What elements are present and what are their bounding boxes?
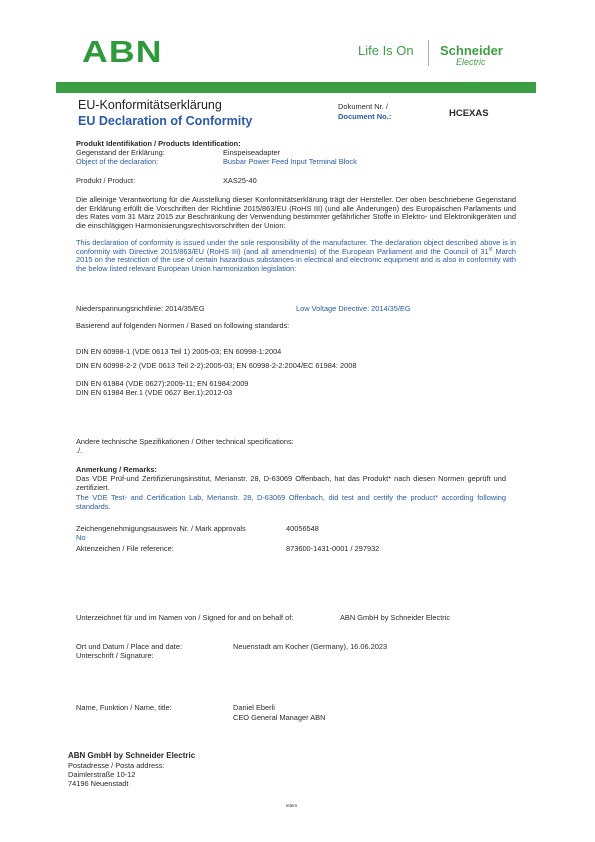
product-label: Produkt / Product: bbox=[76, 176, 136, 185]
life-is-on-tagline: Life Is On bbox=[358, 43, 414, 58]
mark-approvals-value: 40056548 bbox=[286, 524, 319, 533]
declaration-superscript: st bbox=[488, 246, 493, 253]
product-value: XAS25-40 bbox=[223, 176, 257, 185]
standard-item: DIN EN 60998-2-2 (VDE 0613 Teil 2-2):2005-03; EN 60998-2-2:2004/EC 61984: 2008 bbox=[76, 361, 357, 370]
logo-divider bbox=[428, 40, 429, 66]
place-date-label: Ort und Datum / Place and date: bbox=[76, 642, 182, 651]
footer-company: ABN GmbH by Schneider Electric bbox=[68, 751, 196, 760]
name-title-label: Name, Funktion / Name, title: bbox=[76, 703, 172, 712]
page-marker: intern bbox=[286, 803, 298, 808]
page-title-en: EU Declaration of Conformity bbox=[78, 114, 253, 128]
abn-logo: ABN bbox=[82, 34, 163, 69]
signed-on-behalf-label: Unterzeichnet für und im Namen von / Signed for and on behalf of: bbox=[76, 613, 294, 622]
low-voltage-directive-de: Niederspannungsrichtlinie: 2014/35/EG bbox=[76, 304, 205, 313]
other-specs-heading: Andere technische Spezifikationen / Other technical specifications: bbox=[76, 437, 294, 446]
object-de-value: Einspeiseadapter bbox=[223, 148, 281, 157]
file-reference-value: 873600-1431-0001 / 297932 bbox=[286, 544, 380, 553]
declaration-text-en-part-a: This declaration of conformity is issued under the sole responsibility of the manufacturer. The declaration object described above is in conformity with Directive 2015/863/EU (RoHS III) (and all amendments) of the European Parliament and the Council of 31 bbox=[76, 238, 516, 256]
document-number-value: HCEXAS bbox=[449, 108, 489, 119]
document-number-label-en: Document No.: bbox=[338, 112, 392, 121]
signatory-name: Daniel Eberli bbox=[233, 703, 275, 712]
standards-heading: Basierend auf folgenden Normen / Based on following standards: bbox=[76, 321, 290, 330]
footer-street: Daimlerstraße 10-12 bbox=[68, 770, 136, 779]
standard-item: DIN EN 61984 (VDE 0627):2009-11; EN 61984:2009 bbox=[76, 379, 249, 388]
product-identification-heading: Produkt Identifikation / Products Identification: bbox=[76, 139, 241, 148]
remarks-text-de: Das VDE Prüf-und Zertifizierungsinstitut, Merianstr. 28, D-63069 Offenbach, hat das Produkt* nach diesen Normen geprüft und zertifiziert. bbox=[76, 474, 506, 492]
declaration-text-de: Die alleinige Verantwortung für die Ausstellung dieser Konformitätserklärung trägt der Hersteller. Der oben beschriebene Gegenstand der Erklärung erfüllt die Vorschriften der Richtlinie 2015/863/EU (RoHS III) (und alle Änderungen) des Europäischen Parlaments und des Rates vom 31 März 2015 zur Beschränkung der Verwendung bestimmter gefährlicher Stoffe in Elektro- und Elektronikgeräten und die einschlägigen Harmonisierungsrechtsvorschriften der Union: bbox=[76, 195, 516, 230]
signature-label: Unterschrift / Signature: bbox=[76, 651, 154, 660]
object-en-label: Object of the declaration: bbox=[76, 157, 159, 166]
mark-approvals-label-cont: No bbox=[76, 533, 86, 542]
schneider-logo: Schneider bbox=[440, 43, 503, 58]
signatory-title: CEO General Manager ABN bbox=[233, 713, 326, 722]
place-date-value: Neuenstadt am Kocher (Germany), 16.06.2023 bbox=[233, 642, 388, 651]
footer-postal-label: Postadresse / Posta address: bbox=[68, 761, 165, 770]
low-voltage-directive-en: Low Voltage Directive: 2014/35/EG bbox=[296, 304, 411, 313]
footer-city: 74196 Neuenstadt bbox=[68, 779, 129, 788]
remarks-text-en: The VDE Test- and Certification Lab, Merianstr. 28, D-63069 Offenbach, did test and certify the product* according following standards. bbox=[76, 493, 506, 511]
mark-approvals-label: Zeichengenehmigungsausweis Nr. / Mark approvals bbox=[76, 524, 246, 533]
electric-logo-text: Electric bbox=[456, 57, 486, 67]
signed-on-behalf-value: ABN GmbH by Schneider Electric bbox=[340, 613, 451, 622]
standard-item: DIN EN 61984 Ber.1 (VDE 0627 Ber.1):2012-03 bbox=[76, 388, 233, 397]
declaration-text-en-part-b: March 2015 on the restriction of the use of certain hazardous substances in electrical and electronic equipment and is also in conformity with the below listed relevant European Union harmonization legislation: bbox=[76, 246, 516, 273]
header-green-bar bbox=[56, 82, 536, 93]
remarks-heading: Anmerkung / Remarks: bbox=[76, 465, 157, 474]
declaration-text-en bbox=[76, 239, 516, 273]
document-number-label-de: Dokument Nr. / bbox=[338, 102, 389, 111]
object-de-label: Gegenstand der Erklärung: bbox=[76, 148, 165, 157]
file-reference-label: Aktenzeichen / File reference: bbox=[76, 544, 174, 553]
standard-item: DIN EN 60998-1 (VDE 0613 Teil 1) 2005-03; EN 60998-1:2004 bbox=[76, 347, 282, 356]
object-en-value: Busbar Power Feed Input Terminal Block bbox=[223, 157, 357, 166]
page-title-de: EU-Konformitätserklärung bbox=[78, 98, 222, 112]
other-specs-value: ./. bbox=[76, 446, 83, 455]
